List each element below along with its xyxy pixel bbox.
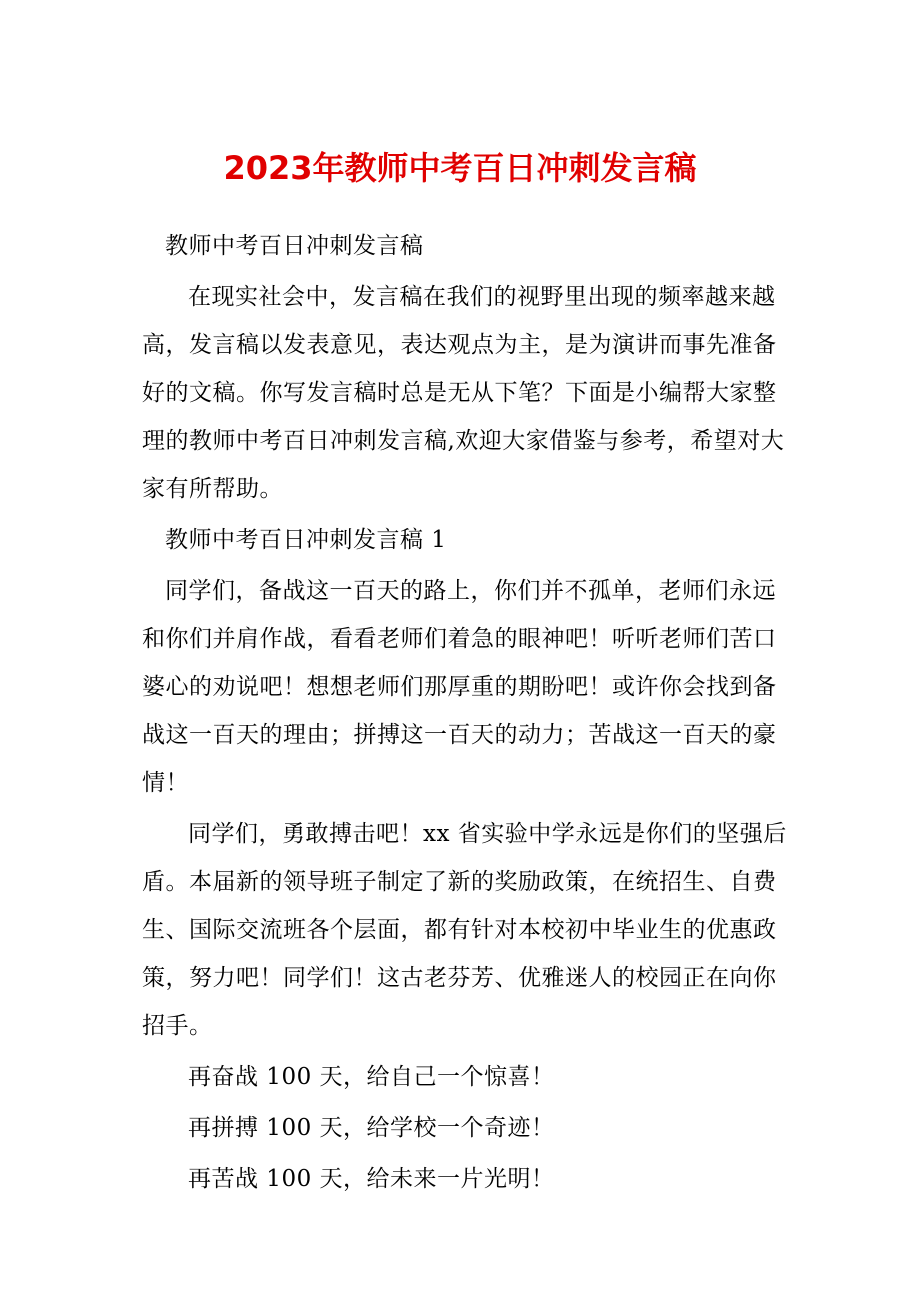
slogan-line: 再奋战 100 天，给自己一个惊喜！ bbox=[188, 1064, 555, 1090]
body-paragraph: 同学们，勇敢搏击吧！xx 省实验中学永远是你们的坚强后盾。本届新的领导班子制定了新的奖励政策，在统招生、自费生、国际交流班各个层面，都有针对本校初中毕业生的优惠政策，努力吧！同学们！这古老芬芳、优雅迷人的校园正在向你招手。 bbox=[142, 821, 787, 1039]
document-body bbox=[142, 222, 790, 1206]
slogan-line: 再拼搏 100 天，给学校一个奇迹！ bbox=[188, 1115, 555, 1141]
slogan-line: 再苦战 100 天，给未来一片光明！ bbox=[188, 1166, 555, 1192]
body-paragraph: 同学们，备战这一百天的路上，你们并不孤单，老师们永远和你们并肩作战，看看老师们着急的眼神吧！听听老师们苦口婆心的劝说吧！想想老师们那厚重的期盼吧！或许你会找到备战这一百天的理由；拼搏这一百天的动力；苦战这一百天的豪情！ bbox=[142, 578, 777, 796]
subtitle-paragraph: 教师中考百日冲刺发言稿 bbox=[165, 233, 424, 259]
section-heading: 教师中考百日冲刺发言稿 1 bbox=[165, 527, 447, 553]
intro-paragraph: 在现实社会中，发言稿在我们的视野里出现的频率越来越高，发言稿以发表意见，表达观点为主，是为演讲而事先准备好的文稿。你写发言稿时总是无从下笔？下面是小编帮大家整理的教师中考百日冲刺发言稿,欢迎大家借鉴与参考，希望对大家有所帮助。 bbox=[142, 284, 785, 502]
document-title: 2023年教师中考百日冲刺发言稿 bbox=[223, 149, 697, 187]
